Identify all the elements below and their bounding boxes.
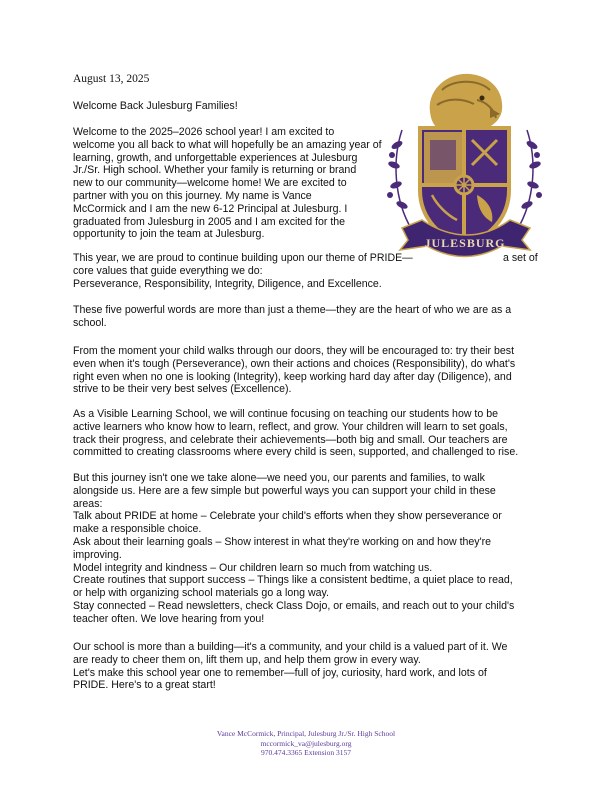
text-line: active learners who know how to learn, reflect, and grow. Your children will learn to set goals,	[73, 420, 508, 433]
text-line: But this journey isn't one we take alone—we need you, our parents and families, to walk	[73, 472, 485, 484]
text-line: Ask about their learning goals – Show interest in what they're working on and how they're	[73, 535, 492, 548]
text-line: McCormick and I am the new 6-12 Principal at Julesburg. I	[73, 202, 348, 215]
text-line: Perseverance, Responsibility, Integrity, Diligence, and Excellence.	[73, 277, 382, 290]
vine-left-icon	[387, 130, 412, 230]
text-line: partner with you on this journey. My name is Vance	[73, 189, 312, 202]
text-line: right even when no one is looking (Integrity), keep working hard day after day (Diligence), and	[73, 370, 512, 383]
lion-head-icon	[430, 74, 502, 130]
text-line: Talk about PRIDE at home – Celebrate your child's efforts when they show perseverance or	[73, 510, 502, 523]
text-line: or help with organizing school materials go a long way.	[73, 587, 329, 600]
text-line: Our school is more than a building—it's a community, and your child is a valued part of it. We	[73, 641, 508, 653]
text-line: opportunity to join the team at Julesburg.	[73, 228, 265, 241]
text-line: areas:	[73, 497, 103, 510]
text-line: strive to be their very best selves (Excellence).	[73, 383, 292, 396]
footer-phone: 970.474.3365 Extension 3157	[261, 748, 351, 758]
paragraph-welcome	[73, 126, 408, 241]
text-line: school.	[73, 316, 107, 329]
text-line: alongside us. Here are a few simple but powerful ways you can support your child in these	[73, 484, 496, 497]
text-line: new to our community—welcome home! We are excited to	[73, 177, 347, 190]
text-line: welcome you all back to what will hopefully be an amazing year of	[73, 138, 382, 151]
text-fragment: a set of	[503, 252, 538, 264]
text-line: Let's make this school year one to remember—full of joy, curiosity, hard work, and lots of	[73, 666, 487, 679]
text-line: Stay connected – Read newsletters, check Class Dojo, or emails, and reach out to your child's	[73, 599, 515, 612]
lion-shield-crest-icon	[382, 70, 547, 260]
banner-text: JULESBURG	[424, 236, 506, 250]
greeting: Welcome Back Julesburg Families!	[73, 100, 238, 112]
text-line: As a Visible Learning School, we will continue focusing on teaching our students how to be	[73, 408, 498, 420]
text-line: even when it's tough (Perseverance), own their actions and choices (Responsibility), do what's	[73, 357, 516, 370]
vine-right-icon	[517, 130, 542, 230]
text-line: core values that guide everything we do:	[73, 264, 263, 277]
text-line: are ready to cheer them on, lift them up, and help them grow in every way.	[73, 653, 421, 666]
text-line: PRIDE. Here's to a great start!	[73, 679, 216, 692]
text-line: Model integrity and kindness – Our children learn so much from watching us.	[73, 561, 433, 574]
text-line: learning, growth, and unforgettable experiences at Julesburg	[73, 151, 358, 164]
text-line: committed to creating classrooms where every child is seen, supported, and challenged to rise.	[73, 446, 519, 459]
paragraph-encouraged	[73, 345, 548, 396]
text-line: Welcome to the 2025–2026 school year! I am excited to	[73, 126, 335, 138]
letter-date: August 13, 2025	[73, 73, 150, 85]
text-line: track their progress, and celebrate their achievements—both big and small. Our teachers are	[73, 433, 508, 446]
paragraph-visible-learning	[73, 408, 548, 459]
text-line: improving.	[73, 548, 122, 561]
text-line: teacher often. We love hearing from you!	[73, 612, 265, 625]
text-line: From the moment your child walks through our doors, they will be encouraged to: try their best	[73, 345, 515, 357]
text-line: graduated from Julesburg in 2005 and I am excited for the	[73, 215, 346, 228]
text-fragment: This year, we are proud to continue building upon our theme of PRIDE—	[73, 252, 413, 264]
footer-signature-line: Vance McCormick, Principal, Julesburg Jr./Sr. High School	[216, 729, 396, 738]
text-line: make a responsible choice.	[73, 523, 202, 536]
text-line: Jr./Sr. High school. Whether your family is returning or brand	[73, 164, 357, 177]
paragraph-five-words	[73, 304, 543, 330]
text-line: These five powerful words are more than just a theme—they are the heart of who we are as a	[73, 304, 512, 316]
paragraph-support	[73, 472, 548, 626]
footer-email: mccormick_va@julesburg.org	[260, 738, 352, 748]
letter-footer	[0, 729, 612, 758]
text-line: Create routines that support success – Things like a consistent bedtime, a quiet place to read,	[73, 574, 513, 587]
paragraph-closing	[73, 641, 548, 692]
